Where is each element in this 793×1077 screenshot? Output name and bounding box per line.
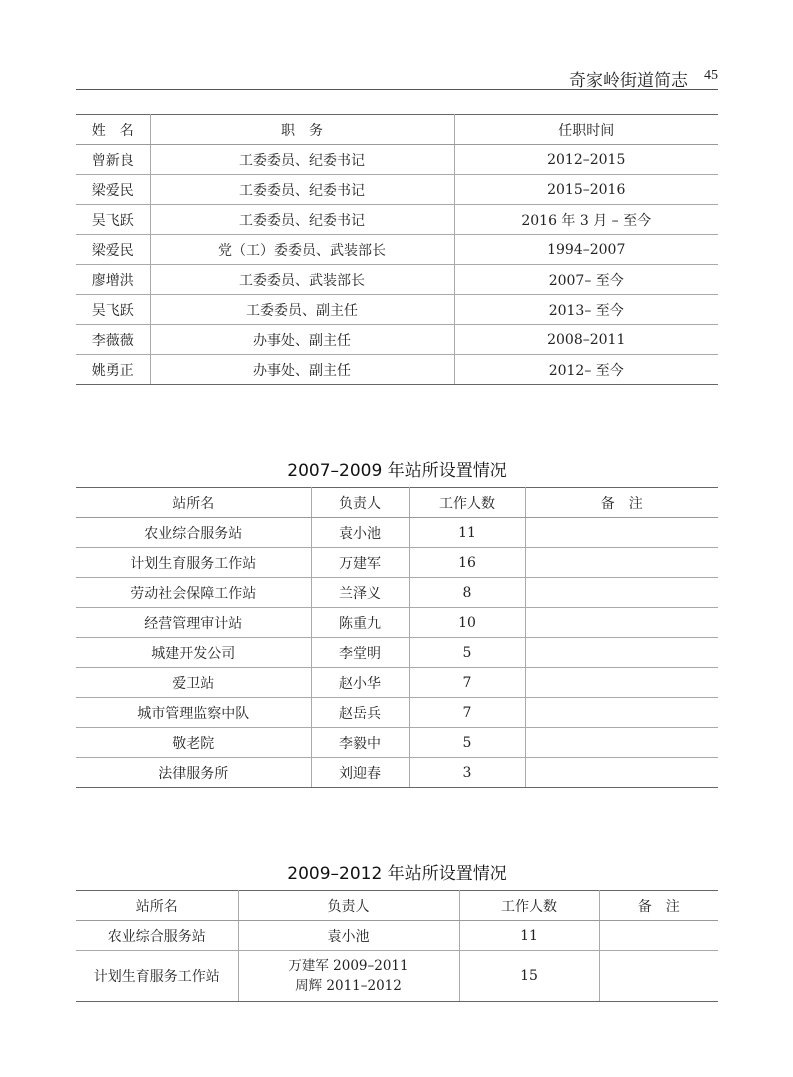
table-header-row xyxy=(76,891,718,921)
section-title-2009-2012: 2009–2012 年站所设置情况 xyxy=(287,864,507,884)
table-cell: 3 xyxy=(409,758,525,788)
table-row xyxy=(76,175,718,205)
table-cell: 16 xyxy=(409,548,525,578)
table-cell: 8 xyxy=(409,578,525,608)
table-cell: 党（工）委委员、武装部长 xyxy=(150,235,454,265)
table-row xyxy=(76,728,718,758)
table-cell: 工委委员、武装部长 xyxy=(150,265,454,295)
table-cell: 计划生育服务工作站 xyxy=(76,548,311,578)
table-cell: 刘迎春 xyxy=(311,758,409,788)
column-header: 备 注 xyxy=(525,488,718,518)
column-header: 工作人数 xyxy=(409,488,525,518)
column-header: 职 务 xyxy=(150,115,454,145)
remark-cell xyxy=(599,921,718,951)
table-cell: 5 xyxy=(409,638,525,668)
stations-2009-2012-table xyxy=(76,890,718,1002)
table-cell xyxy=(525,518,718,548)
table-cell: 赵岳兵 xyxy=(311,698,409,728)
table-cell: 兰泽义 xyxy=(311,578,409,608)
table-cell: 万建军 xyxy=(311,548,409,578)
table-row xyxy=(76,638,718,668)
table-cell: 2013– 至今 xyxy=(454,295,718,325)
table-cell: 经营管理审计站 xyxy=(76,608,311,638)
table-cell: 7 xyxy=(409,668,525,698)
table-row xyxy=(76,608,718,638)
remark-cell xyxy=(599,951,718,1002)
table-row xyxy=(76,698,718,728)
table-cell: 1994–2007 xyxy=(454,235,718,265)
staff-count-cell: 11 xyxy=(459,921,599,951)
stations-2007-2009-table xyxy=(76,487,718,788)
table-cell: 10 xyxy=(409,608,525,638)
table-cell: 2015–2016 xyxy=(454,175,718,205)
table-cell: 工委委员、纪委书记 xyxy=(150,175,454,205)
table-cell: 吴飞跃 xyxy=(76,295,150,325)
table-cell: 劳动社会保障工作站 xyxy=(76,578,311,608)
column-header: 姓 名 xyxy=(76,115,150,145)
column-header: 备 注 xyxy=(599,891,718,921)
table-row xyxy=(76,758,718,788)
table-cell: 敬老院 xyxy=(76,728,311,758)
table-cell: 梁爱民 xyxy=(76,175,150,205)
table-row xyxy=(76,518,718,548)
column-header: 任职时间 xyxy=(454,115,718,145)
table-cell xyxy=(525,548,718,578)
station-name-cell: 农业综合服务站 xyxy=(76,921,238,951)
table-row xyxy=(76,668,718,698)
head-line: 万建军 2009–2011 xyxy=(288,958,409,974)
table-row xyxy=(76,921,718,951)
table-cell: 曾新良 xyxy=(76,145,150,175)
table-row xyxy=(76,325,718,355)
table-row xyxy=(76,205,718,235)
table-cell: 7 xyxy=(409,698,525,728)
table-cell xyxy=(525,638,718,668)
table-cell: 工委委员、纪委书记 xyxy=(150,145,454,175)
leadership-table xyxy=(76,114,718,385)
column-header: 站所名 xyxy=(76,891,238,921)
table-cell: 办事处、副主任 xyxy=(150,355,454,385)
table-row xyxy=(76,235,718,265)
staff-count-cell: 15 xyxy=(459,951,599,1002)
table-cell xyxy=(525,758,718,788)
table-row xyxy=(76,265,718,295)
head-cell xyxy=(238,951,459,1002)
column-header: 负责人 xyxy=(311,488,409,518)
table-cell: 工委委员、副主任 xyxy=(150,295,454,325)
station-name-cell: 计划生育服务工作站 xyxy=(76,951,238,1002)
table-cell: 城建开发公司 xyxy=(76,638,311,668)
table-row xyxy=(76,145,718,175)
table-row xyxy=(76,578,718,608)
table-cell: 李毅中 xyxy=(311,728,409,758)
table-header-row xyxy=(76,115,718,145)
table-cell: 城市管理监察中队 xyxy=(76,698,311,728)
table-cell: 2012– 至今 xyxy=(454,355,718,385)
table-cell xyxy=(525,608,718,638)
column-header: 工作人数 xyxy=(459,891,599,921)
head-line: 周辉 2011–2012 xyxy=(295,978,402,994)
table-cell: 5 xyxy=(409,728,525,758)
head-cell: 袁小池 xyxy=(238,921,459,951)
table-row xyxy=(76,355,718,385)
table-cell: 赵小华 xyxy=(311,668,409,698)
table-cell: 爱卫站 xyxy=(76,668,311,698)
table-cell: 姚勇正 xyxy=(76,355,150,385)
table-cell: 袁小池 xyxy=(311,518,409,548)
book-title: 奇家岭街道简志 xyxy=(569,71,688,91)
table-cell: 李堂明 xyxy=(311,638,409,668)
column-header: 站所名 xyxy=(76,488,311,518)
table-cell xyxy=(525,728,718,758)
table-cell: 农业综合服务站 xyxy=(76,518,311,548)
table-cell: 2016 年 3 月 – 至今 xyxy=(454,205,718,235)
table-cell: 2007– 至今 xyxy=(454,265,718,295)
table-cell: 办事处、副主任 xyxy=(150,325,454,355)
table-cell xyxy=(525,668,718,698)
table-cell: 吴飞跃 xyxy=(76,205,150,235)
table-cell xyxy=(525,578,718,608)
section-title-2007-2009: 2007–2009 年站所设置情况 xyxy=(287,461,507,481)
table-cell: 法律服务所 xyxy=(76,758,311,788)
table-cell: 2012–2015 xyxy=(454,145,718,175)
table-cell: 工委委员、纪委书记 xyxy=(150,205,454,235)
table-cell: 陈重九 xyxy=(311,608,409,638)
table-cell: 廖增洪 xyxy=(76,265,150,295)
page-number: 45 xyxy=(704,68,718,83)
running-head xyxy=(76,62,718,90)
column-header: 负责人 xyxy=(238,891,459,921)
table-header-row xyxy=(76,488,718,518)
table-cell: 2008–2011 xyxy=(454,325,718,355)
table-row xyxy=(76,951,718,1002)
table-row xyxy=(76,295,718,325)
table-cell: 11 xyxy=(409,518,525,548)
table-row xyxy=(76,548,718,578)
table-cell: 李薇薇 xyxy=(76,325,150,355)
table-cell xyxy=(525,698,718,728)
table-cell: 梁爱民 xyxy=(76,235,150,265)
